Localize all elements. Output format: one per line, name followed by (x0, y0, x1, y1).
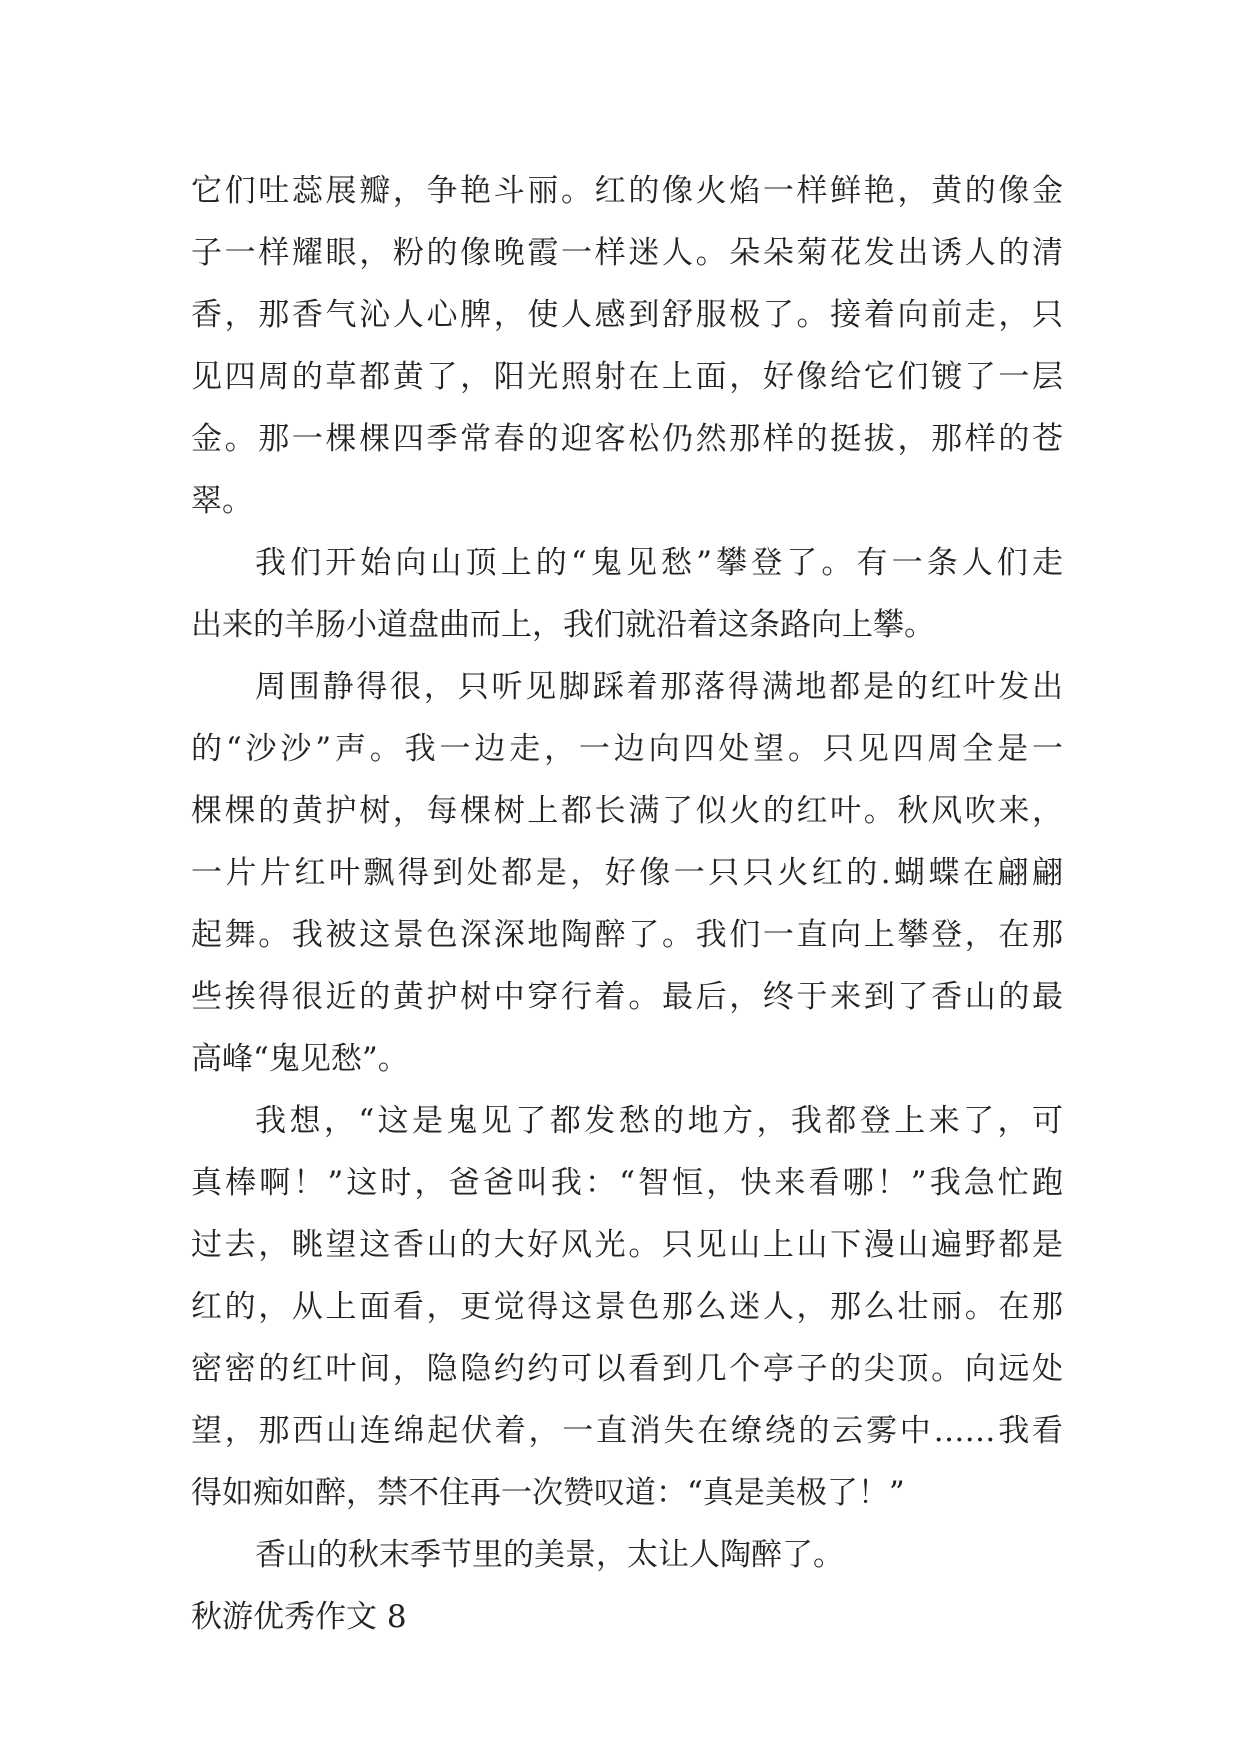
paragraph-4 (191, 1090, 1063, 1524)
text-line: 周围静得很，只听见脚踩着那落得满地都是的红叶发出 (255, 669, 1063, 705)
text-line: 翠。 (191, 483, 253, 519)
text-line: 出来的羊肠小道盘曲而上，我们就沿着这条路向上攀。 (191, 607, 935, 643)
text-line: 望，那西山连绵起伏着，一直消失在缭绕的云雾中……我看 (191, 1413, 1063, 1449)
text-line: 高峰“鬼见愁”。 (191, 1041, 409, 1077)
text-line: 我们开始向山顶上的“鬼见愁”攀登了。有一条人们走 (255, 545, 1063, 581)
text-line: 起舞。我被这景色深深地陶醉了。我们一直向上攀登，在那 (191, 917, 1063, 953)
text-line: 金。那一棵棵四季常春的迎客松仍然那样的挺拔，那样的苍 (191, 421, 1063, 457)
text-line: 密密的红叶间，隐隐约约可以看到几个亭子的尖顶。向远处 (191, 1351, 1063, 1387)
text-line: 些挨得很近的黄护树中穿行着。最后，终于来到了香山的最 (191, 979, 1063, 1015)
paragraph-2 (191, 532, 1063, 656)
section-heading: 秋游优秀作文 8 (191, 1599, 407, 1635)
text-line: 红的，从上面看，更觉得这景色那么迷人，那么壮丽。在那 (191, 1289, 1063, 1325)
essay-body (191, 160, 1063, 1648)
text-line: 得如痴如醉，禁不住再一次赞叹道：“真是美极了！” (191, 1475, 905, 1511)
text-line: 香，那香气沁人心脾，使人感到舒服极了。接着向前走，只 (191, 297, 1063, 333)
paragraph-1 (191, 160, 1063, 532)
paragraph-5 (191, 1524, 1063, 1586)
text-line: 见四周的草都黄了，阳光照射在上面，好像给它们镀了一层 (191, 359, 1063, 395)
text-line: 的“沙沙”声。我一边走，一边向四处望。只见四周全是一 (191, 731, 1063, 767)
paragraph-3 (191, 656, 1063, 1090)
text-line: 子一样耀眼，粉的像晚霞一样迷人。朵朵菊花发出诱人的清 (191, 235, 1063, 271)
text-line: 香山的秋末季节里的美景，太让人陶醉了。 (255, 1537, 844, 1573)
text-line: 真棒啊！”这时，爸爸叫我：“智恒，快来看哪！”我急忙跑 (191, 1165, 1063, 1201)
text-line: 一片片红叶飘得到处都是，好像一只只火红的.蝴蝶在翩翩 (191, 855, 1063, 891)
text-line: 我想，“这是鬼见了都发愁的地方，我都登上来了，可 (255, 1103, 1063, 1139)
text-line: 棵棵的黄护树，每棵树上都长满了似火的红叶。秋风吹来， (191, 793, 1063, 829)
text-line: 过去，眺望这香山的大好风光。只见山上山下漫山遍野都是 (191, 1227, 1063, 1263)
text-line: 它们吐蕊展瓣，争艳斗丽。红的像火焰一样鲜艳，黄的像金 (191, 173, 1063, 209)
